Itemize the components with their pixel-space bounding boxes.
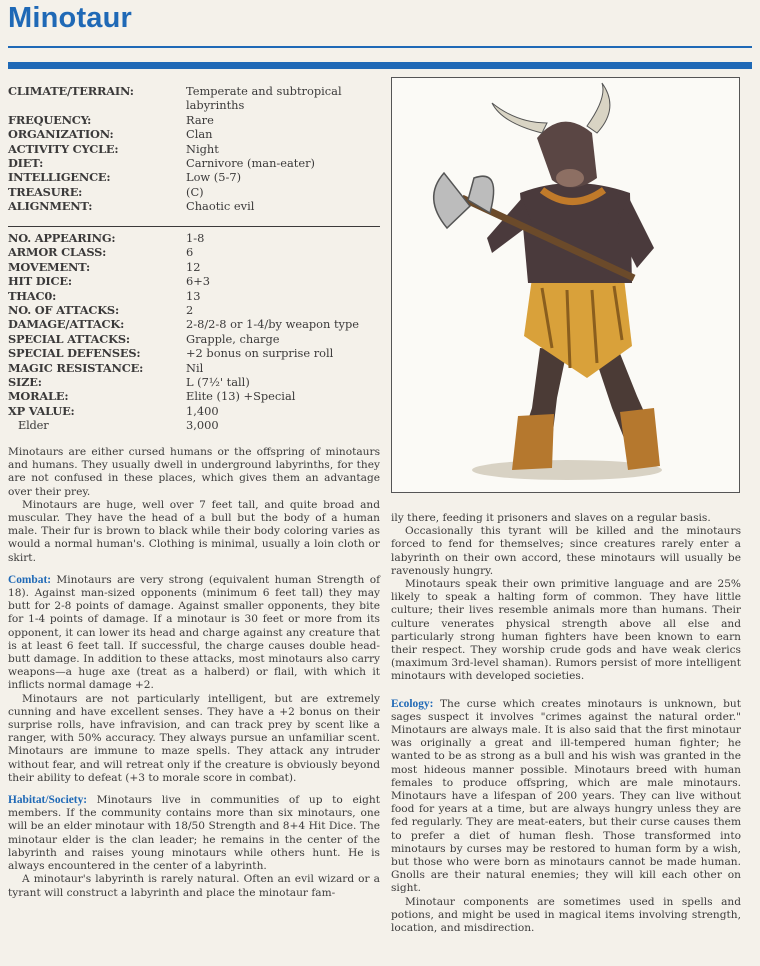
stat-row — [8, 127, 380, 141]
stat-value: Temperate and subtropical labyrinths — [186, 84, 342, 113]
ecology-heading: Ecology: — [391, 697, 434, 710]
stat-row — [8, 260, 380, 274]
text-column-left — [8, 446, 380, 900]
continued-paragraph: ily there, feeding it prisoners and slaves on a regular basis. — [391, 512, 711, 524]
stat-value: Chaotic evil — [186, 199, 255, 214]
stat-value: 6+3 — [186, 274, 211, 289]
society-paragraph-2: Minotaurs speak their own primitive language and are 25% likely to speak a halting form of common. They have little culture; their lives resemble animals more than humans. Their culture venerates physical strength above all else and particularly strong human fighters have been known to earn their respect. They worship crude gods and have weak clerics (maximum 3rd-level shaman). Rumors persist of more intelligent minotaurs with developed societies. — [391, 578, 741, 683]
stat-row — [8, 303, 380, 317]
stat-row — [8, 375, 380, 389]
ecology-text: The curse which creates minotaurs is unknown, but sages suspect it involves "crimes against the natural order." Minotaurs are always male. It is also said that the first minotaur was originally a great and ill-tempered human fighter; he wanted to be as strong as a bull and his wish was granted in the most hideous manner possible. Minotaurs breed with human females to produce offspring, which are male minotaurs. Minotaurs have a lifespan of 200 years. They can live without food for years at a time, but are always hungry unless they are fed regularly. They are meat-eaters, but their curse causes them to prefer a diet of human flesh. Those transformed into minotaurs by curses may be restored to human form by a wish, but those who were born as minotaurs cannot be made human. Gnolls are their natural enemies; they will kill each other on sight. — [391, 697, 741, 895]
combat-heading: Combat: — [8, 573, 52, 586]
stat-row — [8, 274, 380, 288]
stat-label: XP VALUE: — [8, 403, 75, 418]
stat-value: 12 — [186, 259, 201, 274]
stat-label: MAGIC RESISTANCE: — [8, 360, 144, 375]
stat-label: TREASURE: — [8, 184, 83, 199]
stat-label: SPECIAL DEFENSES: — [8, 346, 141, 361]
stat-label: MORALE: — [8, 389, 69, 404]
stat-value: Nil — [186, 360, 204, 375]
stat-value: Elite (13) +Special — [186, 389, 296, 404]
stat-value: Night — [186, 141, 219, 156]
stat-row — [8, 418, 380, 432]
stat-value: Grapple, charge — [186, 331, 280, 346]
stat-row — [8, 199, 380, 213]
stat-label: CLIMATE/TERRAIN: — [8, 84, 134, 98]
stat-value: (C) — [186, 184, 204, 199]
stat-value: +2 bonus on surprise roll — [186, 346, 334, 361]
stat-row — [8, 332, 380, 346]
stat-value: 2 — [186, 303, 194, 318]
stat-value: L (7½' tall) — [186, 375, 250, 390]
title-rule-thin — [8, 46, 752, 48]
title-rule-thick — [8, 62, 752, 69]
stat-label: DAMAGE/ATTACK: — [8, 317, 125, 332]
stat-label: NO. OF ATTACKS: — [8, 303, 119, 318]
stat-value: 3,000 — [186, 418, 219, 433]
combat-text: Minotaurs are very strong (equivalent human Strength of 18). Against man-sized opponents (minimum 6 feet tall) they may butt for 2-8 points of damage. Against smaller opponents, they bite for 1-4 points of damage. If a minotaur is 30 feet or more from its opponent, it can lower its head and charge against any creature that is at least 6 feet tall. If successful, the charge causes double head-butt damage. In addition to these attacks, most minotaurs also carry weapons—a huge axe (treat as a halberd) or flail, with which it inflicts normal damage +2. — [8, 573, 380, 692]
stat-value: Rare — [186, 112, 214, 127]
stat-row — [8, 289, 380, 303]
minotaur-illustration — [391, 77, 740, 493]
stat-value: 1,400 — [186, 403, 219, 418]
stat-label: THAC0: — [8, 288, 57, 303]
stat-label: FREQUENCY: — [8, 112, 92, 127]
stat-value: Carnivore (man-eater) — [186, 156, 315, 171]
stat-row — [8, 156, 380, 170]
ecology-paragraph — [391, 698, 741, 896]
stat-row — [8, 170, 380, 184]
intro-paragraph: Minotaurs are huge, well over 7 feet tall, and quite broad and muscular. They have the head of a bull but the body of a human male. Their fur is brown to black while their body coloring varies as would a normal human's. Clothing is minimal, usually a loin cloth or skirt. — [8, 498, 380, 564]
stat-label: SIZE: — [8, 375, 42, 390]
stat-label: NO. APPEARING: — [8, 231, 116, 245]
intro-paragraph: Minotaurs are either cursed humans or the offspring of minotaurs and humans. They usually dwell in underground labyrinths, for they are not confused in these places, which gives them an advantage over their prey. — [8, 446, 380, 498]
stat-value: 6 — [186, 245, 194, 260]
habitat-paragraph — [8, 794, 380, 873]
stat-label: MOVEMENT: — [8, 259, 91, 274]
habitat-heading: Habitat/Society: — [8, 794, 88, 807]
stat-label: ACTIVITY CYCLE: — [8, 141, 119, 156]
combat-paragraph-2: Minotaurs are not particularly intelligent, but are extremely cunning and have excellent senses. They have a +2 bonus on their surprise rolls, have infravision, and can track prey by scent like a ranger, with 50% accuracy. They always pursue an unfamiliar scent. Minotaurs are immune to maze spells. They attack any intruder without fear, and will retreat only if the creature is obviously beyond their ability to defeat (+3 to morale score in combat). — [8, 692, 380, 784]
habitat-paragraph-2: A minotaur's labyrinth is rarely natural. Often an evil wizard or a tyrant will construct a labyrinth and place the minotaur fam- — [8, 873, 380, 899]
stat-row — [8, 245, 380, 259]
stat-row — [8, 317, 380, 331]
society-paragraph: Occasionally this tyrant will be killed and the minotaurs forced to fend for themselves; since creatures rarely enter a labyrinth on their own accord, these minotaurs will usually be ravenously hungry. — [391, 525, 741, 577]
stat-row — [8, 404, 380, 418]
stat-value: 1-8 — [186, 231, 205, 245]
stat-block-1 — [8, 84, 380, 214]
stat-label: ARMOR CLASS: — [8, 245, 107, 260]
stat-row — [8, 361, 380, 375]
stat-value: Clan — [186, 127, 213, 142]
ecology-paragraph-2: Minotaur components are sometimes used in spells and potions, and might be used in magical items involving strength, location, and misdirection. — [391, 895, 741, 935]
stat-label: INTELLIGENCE: — [8, 170, 111, 185]
stat-row — [8, 185, 380, 199]
combat-paragraph — [8, 574, 380, 693]
stat-label: HIT DICE: — [8, 274, 72, 289]
text-column-right — [391, 512, 741, 935]
page-title: Minotaur — [8, 2, 133, 34]
stat-label: Elder — [18, 418, 49, 433]
stat-value: Low (5-7) — [186, 170, 242, 185]
stat-row — [8, 346, 380, 360]
habitat-text: Minotaurs live in communities of up to eight members. If the community contains more than six minotaurs, one will be an elder minotaur with 18/50 Strength and 8+4 Hit Dice. The minotaur elder is the clan leader; he remains in the center of the labyrinth and raises young minotaurs while others hunt. He is always encountered in the center of a labyrinth. — [8, 794, 380, 873]
stat-row — [8, 84, 380, 113]
stat-divider — [8, 226, 380, 227]
stat-block-2 — [8, 231, 380, 433]
stat-row — [8, 113, 380, 127]
stat-row — [8, 231, 380, 245]
stat-label: ALIGNMENT: — [8, 199, 93, 214]
stat-label: SPECIAL ATTACKS: — [8, 331, 130, 346]
stat-value: 2-8/2-8 or 1-4/by weapon type — [186, 317, 360, 332]
stat-value: 13 — [186, 288, 201, 303]
stat-label: ORGANIZATION: — [8, 127, 114, 142]
stat-label: DIET: — [8, 156, 44, 171]
stat-row — [8, 389, 380, 403]
stat-row — [8, 142, 380, 156]
